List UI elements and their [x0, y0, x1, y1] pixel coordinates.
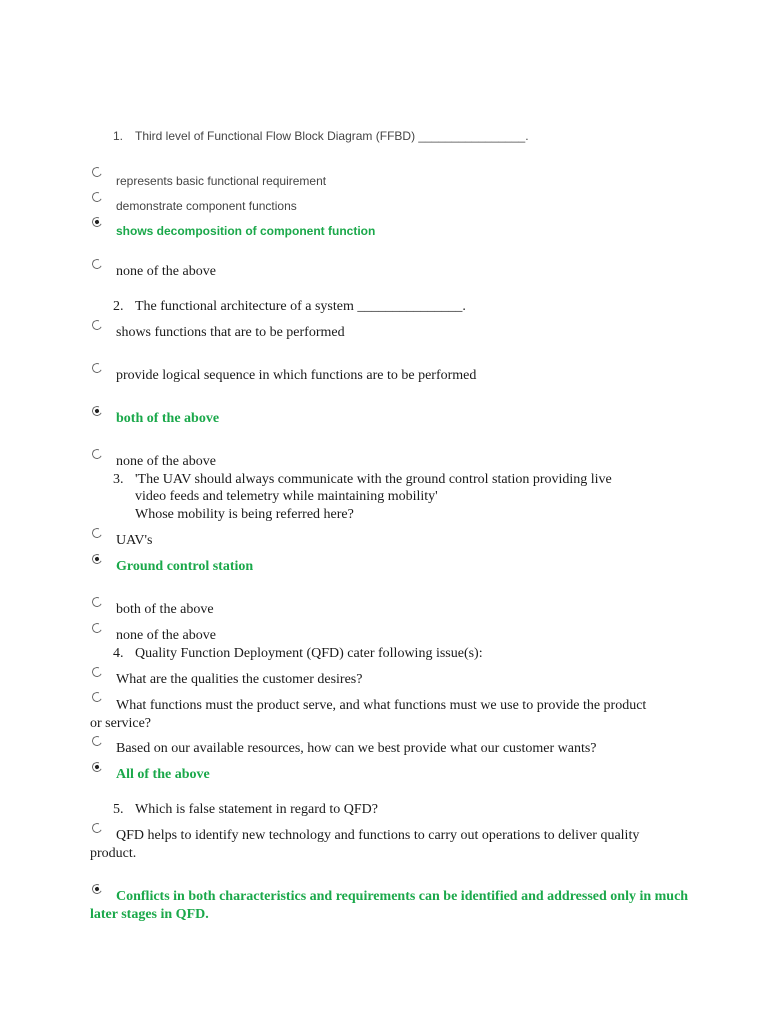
radio-q3-opt1[interactable]: [91, 527, 104, 540]
question-number: 3.: [113, 472, 124, 487]
correct-option-label: shows decomposition of component function: [116, 224, 376, 238]
question-3: [113, 471, 135, 488]
question-5: [113, 801, 378, 818]
option-label: Based on our available resources, how can we best provide what our customer wants?: [116, 741, 597, 756]
radio-q1-opt2[interactable]: [91, 191, 104, 204]
question-text-line: 'The UAV should always communicate with the ground control station providing live: [135, 472, 612, 487]
radio-selected-dot: [95, 765, 100, 770]
question-text-line: Whose mobility is being referred here?: [135, 507, 354, 522]
radio-selected-dot: [95, 409, 100, 414]
question-4: [113, 645, 483, 662]
question-number: 4.: [113, 646, 124, 661]
question-1: [113, 128, 529, 145]
radio-q2-opt2[interactable]: [91, 362, 104, 375]
question-number: 5.: [113, 802, 124, 817]
question-text: Third level of Functional Flow Block Diagram (FFBD) ________________.: [135, 129, 529, 143]
radio-q1-opt4[interactable]: [91, 258, 104, 271]
radio-q3-opt2-selected[interactable]: [91, 553, 104, 566]
option-label: shows functions that are to be performed: [116, 325, 345, 340]
radio-q4-opt1[interactable]: [91, 666, 104, 679]
correct-option-label: Conflicts in both characteristics and requirements can be identified and addressed only in much later stages in QFD.: [90, 889, 689, 922]
radio-selected-dot: [95, 220, 100, 225]
option-label: provide logical sequence in which functions are to be performed: [116, 368, 477, 383]
question-2: [113, 298, 466, 315]
radio-q2-opt1[interactable]: [91, 319, 104, 332]
option-label: represents basic functional requirement: [116, 174, 327, 188]
option-label: none of the above: [116, 454, 216, 469]
question-text: Which is false statement in regard to QFD?: [135, 802, 378, 817]
option-label: none of the above: [116, 264, 216, 279]
question-number: 2.: [113, 299, 124, 314]
radio-q3-opt3[interactable]: [91, 596, 104, 609]
option-label: UAV's: [116, 533, 153, 548]
option-label: none of the above: [116, 628, 216, 643]
option-label: both of the above: [116, 602, 214, 617]
radio-q2-opt3-selected[interactable]: [91, 405, 104, 418]
option-label: What functions must the product serve, and what functions must we use to provide the product or service?: [90, 698, 647, 731]
option-label: QFD helps to identify new technology and functions to carry out operations to deliver quality product.: [90, 828, 640, 861]
question-number: 1.: [113, 129, 124, 143]
radio-q4-opt3[interactable]: [91, 735, 104, 748]
radio-q1-opt3-selected[interactable]: [91, 216, 104, 229]
radio-q2-opt4[interactable]: [91, 448, 104, 461]
radio-q3-opt4[interactable]: [91, 622, 104, 635]
option-label: What are the qualities the customer desires?: [116, 672, 363, 687]
question-text: Quality Function Deployment (QFD) cater following issue(s):: [135, 646, 483, 661]
radio-selected-dot: [95, 557, 100, 562]
question-text-line: video feeds and telemetry while maintaining mobility': [135, 489, 438, 504]
question-text: The functional architecture of a system _______________.: [135, 299, 466, 314]
correct-option-label: both of the above: [116, 411, 220, 426]
option-label: demonstrate component functions: [116, 199, 297, 213]
radio-q4-opt4-selected[interactable]: [91, 761, 104, 774]
correct-option-label: Ground control station: [116, 559, 254, 574]
correct-option-label: All of the above: [116, 767, 210, 782]
radio-q1-opt1[interactable]: [91, 166, 104, 179]
